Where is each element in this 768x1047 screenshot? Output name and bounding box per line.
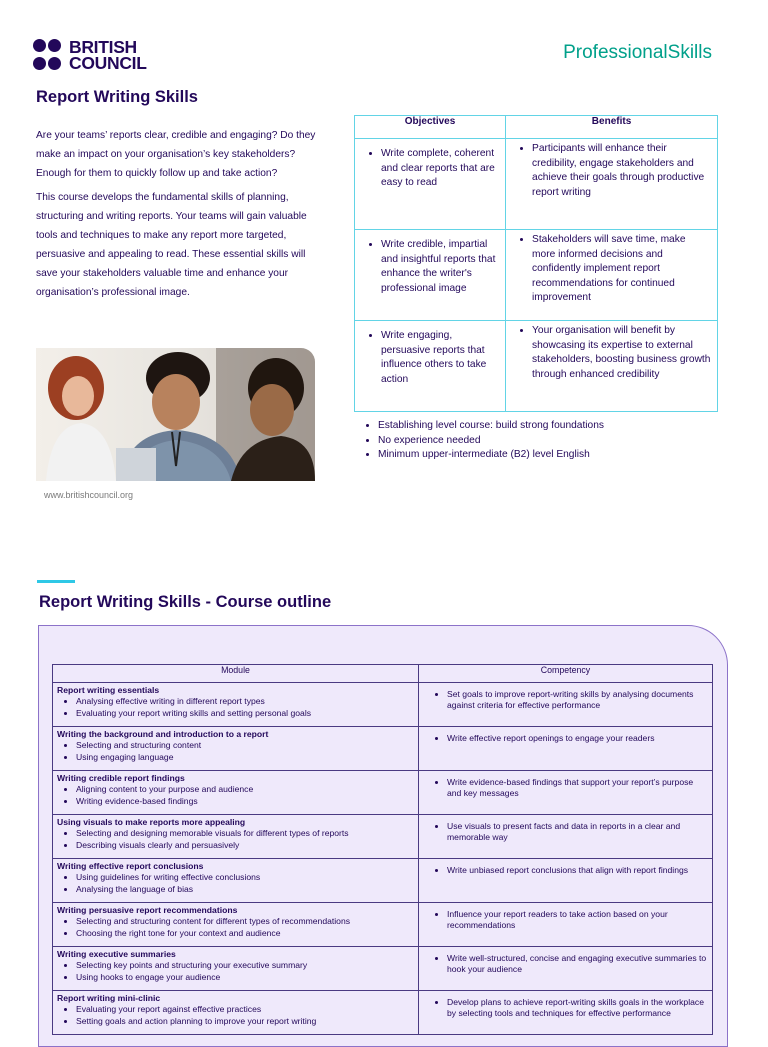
benefits-header: Benefits [506, 116, 718, 139]
objective-item: • Write credible, impartial and insightful reports that enhance the writer's professional image [381, 238, 499, 296]
competency-header: Competency [419, 665, 713, 683]
benefit-cell [506, 230, 718, 321]
module-item: • Aligning content to your purpose and audience [76, 784, 414, 795]
accent-divider [37, 580, 75, 583]
page-title: Report Writing Skills [36, 88, 198, 106]
module-cell [53, 991, 419, 1035]
table-row [53, 683, 713, 727]
table-row [355, 230, 718, 321]
benefit-cell [506, 321, 718, 412]
competency-cell [419, 991, 713, 1035]
objectives-header: Objectives [355, 116, 506, 139]
competency-cell [419, 859, 713, 903]
module-items [57, 960, 414, 983]
competency-item: • Write well-structured, concise and engaging executive summaries to hook your audience [447, 953, 708, 976]
module-item: • Setting goals and action planning to improve your report writing [76, 1016, 414, 1027]
module-title: Writing the background and introduction to a report [57, 729, 269, 739]
module-item: • Selecting and structuring content for different types of recommendations [76, 916, 414, 927]
logo-dot [48, 57, 61, 70]
competency-cell [419, 815, 713, 859]
objective-cell [355, 321, 506, 412]
benefit-item: • Your organisation will benefit by showcasing its expertise to external stakeholders, boosting business growth through enhanced credibility [532, 324, 711, 382]
table-row [53, 815, 713, 859]
module-title: Writing credible report findings [57, 773, 185, 783]
competency-cell [419, 771, 713, 815]
benefit-item: • Participants will enhance their credibility, engage stakeholders and achieve their goals through productive report writing [532, 142, 711, 200]
table-header-row [53, 665, 713, 683]
table-row [53, 727, 713, 771]
outline-title: Report Writing Skills - Course outline [39, 593, 332, 611]
module-item: • Using guidelines for writing effective conclusions [76, 872, 414, 883]
course-photo [36, 348, 315, 481]
module-item: • Evaluating your report against effective practices [76, 1004, 414, 1015]
objective-item: • Write complete, coherent and clear reports that are easy to read [381, 147, 499, 191]
competency-cell [419, 947, 713, 991]
website-url[interactable]: www.britishcouncil.org [44, 490, 134, 500]
logo-dot [33, 39, 46, 52]
module-item: • Selecting and designing memorable visuals for different types of reports [76, 828, 414, 839]
module-items [57, 828, 414, 851]
module-item: • Describing visuals clearly and persuasively [76, 840, 414, 851]
table-row [53, 991, 713, 1035]
table-row [53, 771, 713, 815]
module-title: Using visuals to make reports more appealing [57, 817, 246, 827]
course-level-list [360, 419, 604, 463]
competency-item: • Write evidence-based findings that support your report’s purpose and key messages [447, 777, 708, 800]
module-item: • Analysing the language of bias [76, 884, 414, 895]
intro-paragraph: This course develops the fundamental skills of planning, structuring and writing reports. Your teams will gain valuable tools and techniques to make any report more targeted, persuasive and appealing to read. These essential skills will save your stakeholders valuable time and enhance your organisation’s professional image. [36, 192, 307, 298]
competency-cell [419, 903, 713, 947]
objectives-benefits-table [354, 115, 718, 412]
objective-item: • Write engaging, persuasive reports that influence others to take action [381, 329, 499, 387]
competency-item: • Influence your report readers to take action based on your recommendations [447, 909, 708, 932]
benefit-item: • Stakeholders will save time, make more informed decisions and confidently implement report recommendations for continued improvement [532, 233, 711, 306]
benefit-cell [506, 139, 718, 230]
competency-cell [419, 683, 713, 727]
table-row [53, 947, 713, 991]
table-row [355, 321, 718, 412]
module-item: • Analysing effective writing in different report types [76, 696, 414, 707]
photo-illustration [36, 348, 315, 481]
module-items [57, 916, 414, 939]
table-row [53, 903, 713, 947]
list-item: • Establishing level course: build strong foundations [378, 419, 604, 434]
module-title: Writing executive summaries [57, 949, 176, 959]
module-title: Writing persuasive report recommendations [57, 905, 238, 915]
professional-skills-brand: ProfessionalSkills [563, 42, 712, 63]
course-outline-table [52, 664, 713, 1035]
competency-item: • Write effective report openings to engage your readers [447, 733, 708, 744]
logo-dot [48, 39, 61, 52]
objective-cell [355, 139, 506, 230]
module-items [57, 696, 414, 719]
table-header-row [355, 116, 718, 139]
module-title: Report writing essentials [57, 685, 160, 695]
module-cell [53, 859, 419, 903]
module-item: • Evaluating your report writing skills and setting personal goals [76, 708, 414, 719]
table-row [53, 859, 713, 903]
outline-table-body [53, 683, 713, 1035]
module-title: Writing effective report conclusions [57, 861, 204, 871]
module-header: Module [53, 665, 419, 683]
competency-item: • Develop plans to achieve report-writing skills goals in the workplace by selecting tools and techniques for effective performance [447, 997, 708, 1020]
list-item: • Minimum upper-intermediate (B2) level English [378, 448, 604, 463]
module-cell [53, 771, 419, 815]
logo-text-line1: BRITISH [69, 37, 137, 57]
objective-cell [355, 230, 506, 321]
module-item: • Selecting key points and structuring your executive summary [76, 960, 414, 971]
module-items [57, 872, 414, 895]
logo-dot [33, 57, 46, 70]
module-item: • Writing evidence-based findings [76, 796, 414, 807]
module-item: • Choosing the right tone for your context and audience [76, 928, 414, 939]
module-item: • Using hooks to engage your audience [76, 972, 414, 983]
module-cell [53, 683, 419, 727]
competency-item: • Use visuals to present facts and data in reports in a clear and memorable way [447, 821, 708, 844]
intro-paragraph: Are your teams’ reports clear, credible and engaging? Do they make an impact on your organisation’s key stakeholders? Enough for them to quickly follow up and take action? [36, 130, 316, 179]
module-cell [53, 815, 419, 859]
intro-text [36, 126, 322, 307]
module-item: • Selecting and structuring content [76, 740, 414, 751]
table-row [355, 139, 718, 230]
british-council-logo[interactable] [33, 38, 163, 74]
list-item: • No experience needed [378, 434, 604, 449]
module-title: Report writing mini-clinic [57, 993, 161, 1003]
module-cell [53, 903, 419, 947]
competency-item: • Write unbiased report conclusions that align with report findings [447, 865, 708, 876]
logo-wordmark [69, 39, 147, 71]
competency-item: • Set goals to improve report-writing skills by analysing documents against criteria for effective performance [447, 689, 708, 712]
module-cell [53, 727, 419, 771]
module-items [57, 784, 414, 807]
competency-cell [419, 727, 713, 771]
module-item: • Using engaging language [76, 752, 414, 763]
module-items [57, 740, 414, 763]
module-cell [53, 947, 419, 991]
logo-text-line2: COUNCIL [69, 53, 147, 73]
